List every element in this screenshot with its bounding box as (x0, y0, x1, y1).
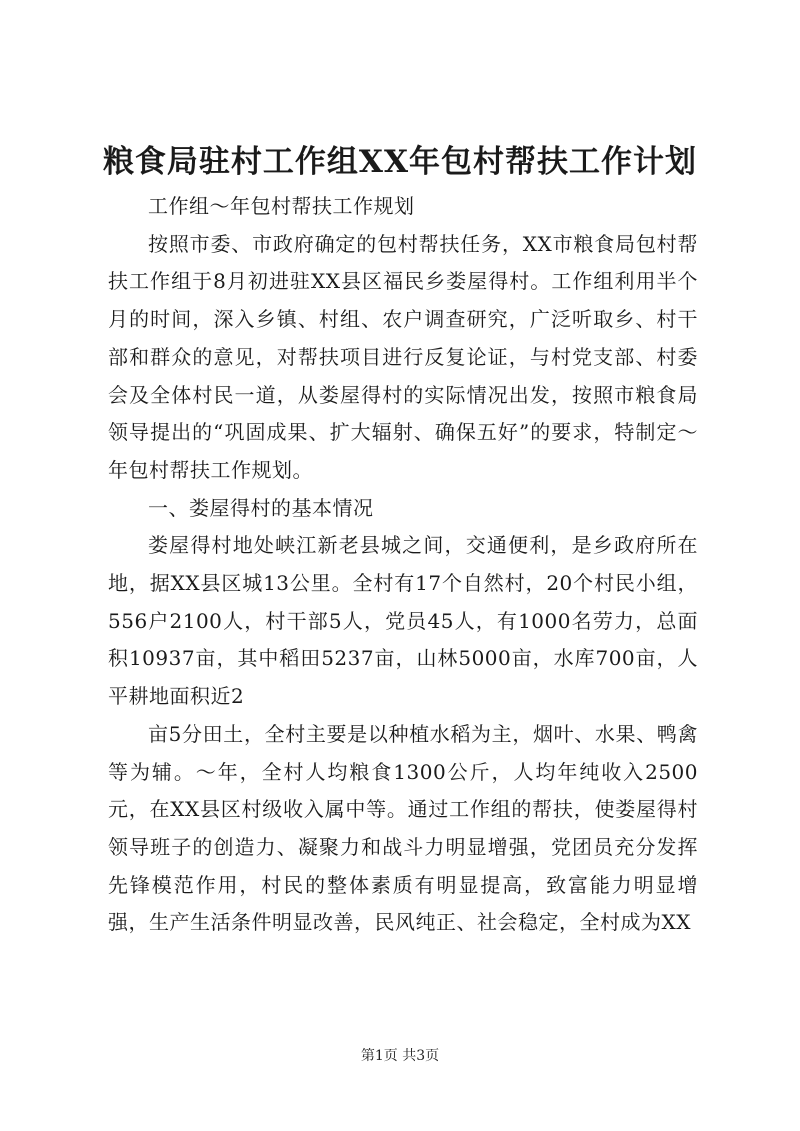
section-heading: 一、娄屋得村的基本情况 (148, 495, 374, 520)
subtitle-paragraph: 工作组～年包村帮扶工作规划 (148, 194, 415, 218)
village-info-paragraph: 娄屋得村地处峡江新老县城之间，交通便利，是乡政府所在地，据XX县区城13公里。全村有17个自然村，20个村民小组，556户2100人，村干部5人，党员45人，有1000名劳力，总面积10937亩，其中稻田5237亩，山林5000亩，水库700亩，人平耕地面积近2 (108, 533, 698, 709)
village-status-paragraph: 亩5分田土，全村主要是以种植水稻为主，烟叶、水果、鸭禽等为辅。～年，全村人均粮食1300公斤，人均年纯收入2500元，在XX县区村级收入属中等。通过工作组的帮扶，使娄屋得村领导班子的创造力、凝聚力和战斗力明显增强，党团员充分发挥先锋模范作用，村民的整体素质有明显提高，致富能力明显增强，生产生活条件明显改善，民风纯正、社会稳定，全村成为XX (108, 721, 698, 935)
page-number-footer: 第1页 共3页 (360, 1048, 440, 1064)
document-body (108, 188, 698, 942)
intro-paragraph: 按照市委、市政府确定的包村帮扶任务，XX市粮食局包村帮扶工作组于8月初进驻XX县区福民乡娄屋得村。工作组利用半个月的时间，深入乡镇、村组、农户调查研究，广泛听取乡、村干部和群众的意见，对帮扶项目进行反复论证，与村党支部、村委会及全体村民一道，从娄屋得村的实际情况出发，按照市粮食局领导提出的“巩固成果、扩大辐射、确保五好”的要求，特制定～年包村帮扶工作规划。 (108, 231, 698, 482)
page-title: 粮食局驻村工作组XX年包村帮扶工作计划 (102, 144, 698, 180)
